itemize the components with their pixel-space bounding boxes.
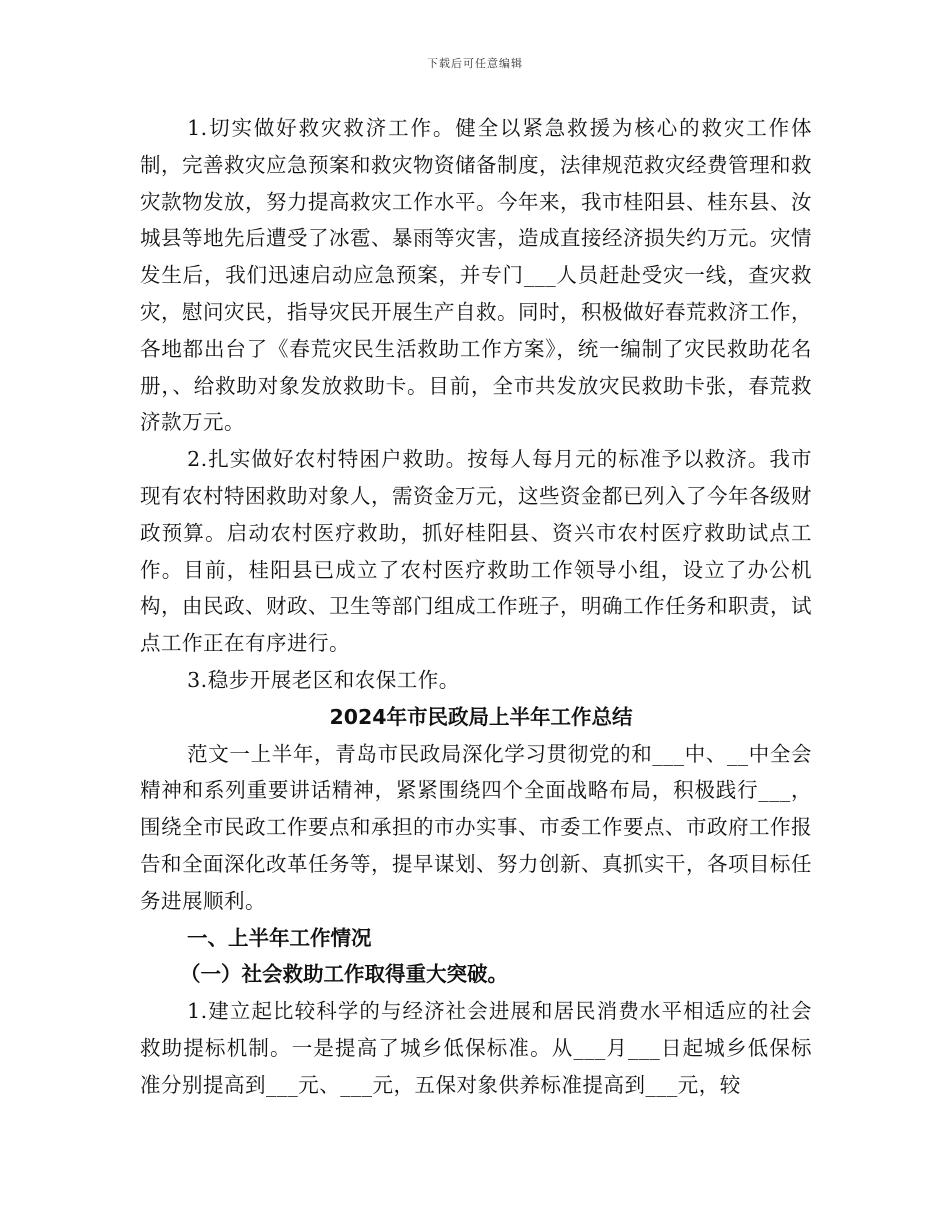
document-body bbox=[140, 110, 812, 1104]
paragraph-rural-poverty-aid: 2.扎实做好农村特困户救助。按每人每月元的标准予以救济。我市现有农村特困救助对象人，需资金万元，这些资金都已列入了今年各级财政预算。启动农村医疗救助，抓好桂阳县、资兴市农村医疗救助试点工作。目前，桂阳县已成立了农村医疗救助工作领导小组，设立了办公机构，由民政、财政、卫生等部门组成工作班子，明确工作任务和职责，试点工作正在有序进行。 bbox=[140, 447, 812, 656]
page-header: 下载后可任意编辑 bbox=[427, 57, 523, 70]
section-heading: 一、上半年工作情况 bbox=[187, 925, 372, 950]
paragraph-disaster-relief: 1.切实做好救灾救济工作。健全以紧急救援为核心的救灾工作体制，完善救灾应急预案和救灾物资储备制度，法律规范救灾经费管理和救灾款物发放，努力提高救灾工作水平。今年来，我市桂阳县、桂东县、汝城县等地先后遭受了冰雹、暴雨等灾害，造成直接经济损失约万元。灾情发生后，我们迅速启动应急预案，并专门___人员赶赴受灾一线，查灾救灾，慰问灾民，指导灾民开展生产自救。同时，积极做好春荒救济工作，各地都出台了《春荒灾民生活救助工作方案》，统一编制了灾民救助花名册，、给救助对象发放救助卡。目前，全市共发放灾民救助卡张，春荒救济款万元。 bbox=[140, 116, 812, 435]
document-title: 2024年市民政局上半年工作总结 bbox=[329, 704, 633, 729]
subsection-heading: （一）社会救助工作取得重大突破。 bbox=[180, 962, 508, 987]
paragraph-old-area-work: 3.稳步开展老区和农保工作。 bbox=[187, 667, 460, 692]
paragraph-intro: 范文一上半年，青岛市民政局深化学习贯彻党的和___中、__中全会精神和系列重要讲话精神，紧紧围绕四个全面战略布局，积极践行___，围绕全市民政工作要点和承担的市办实事、市委工作要点、市政府工作报告和全面深化改革任务等，提早谋划、努力创新、真抓实干，各项目标任务进展顺利。 bbox=[140, 741, 812, 913]
paragraph-assistance-mechanism: 1.建立起比较科学的与经济社会进展和居民消费水平相适应的社会救助提标机制。一是提高了城乡低保标准。从___月___日起城乡低保标准分别提高到___元、___元，五保对象供养标准提高到___元，较 bbox=[140, 999, 812, 1097]
